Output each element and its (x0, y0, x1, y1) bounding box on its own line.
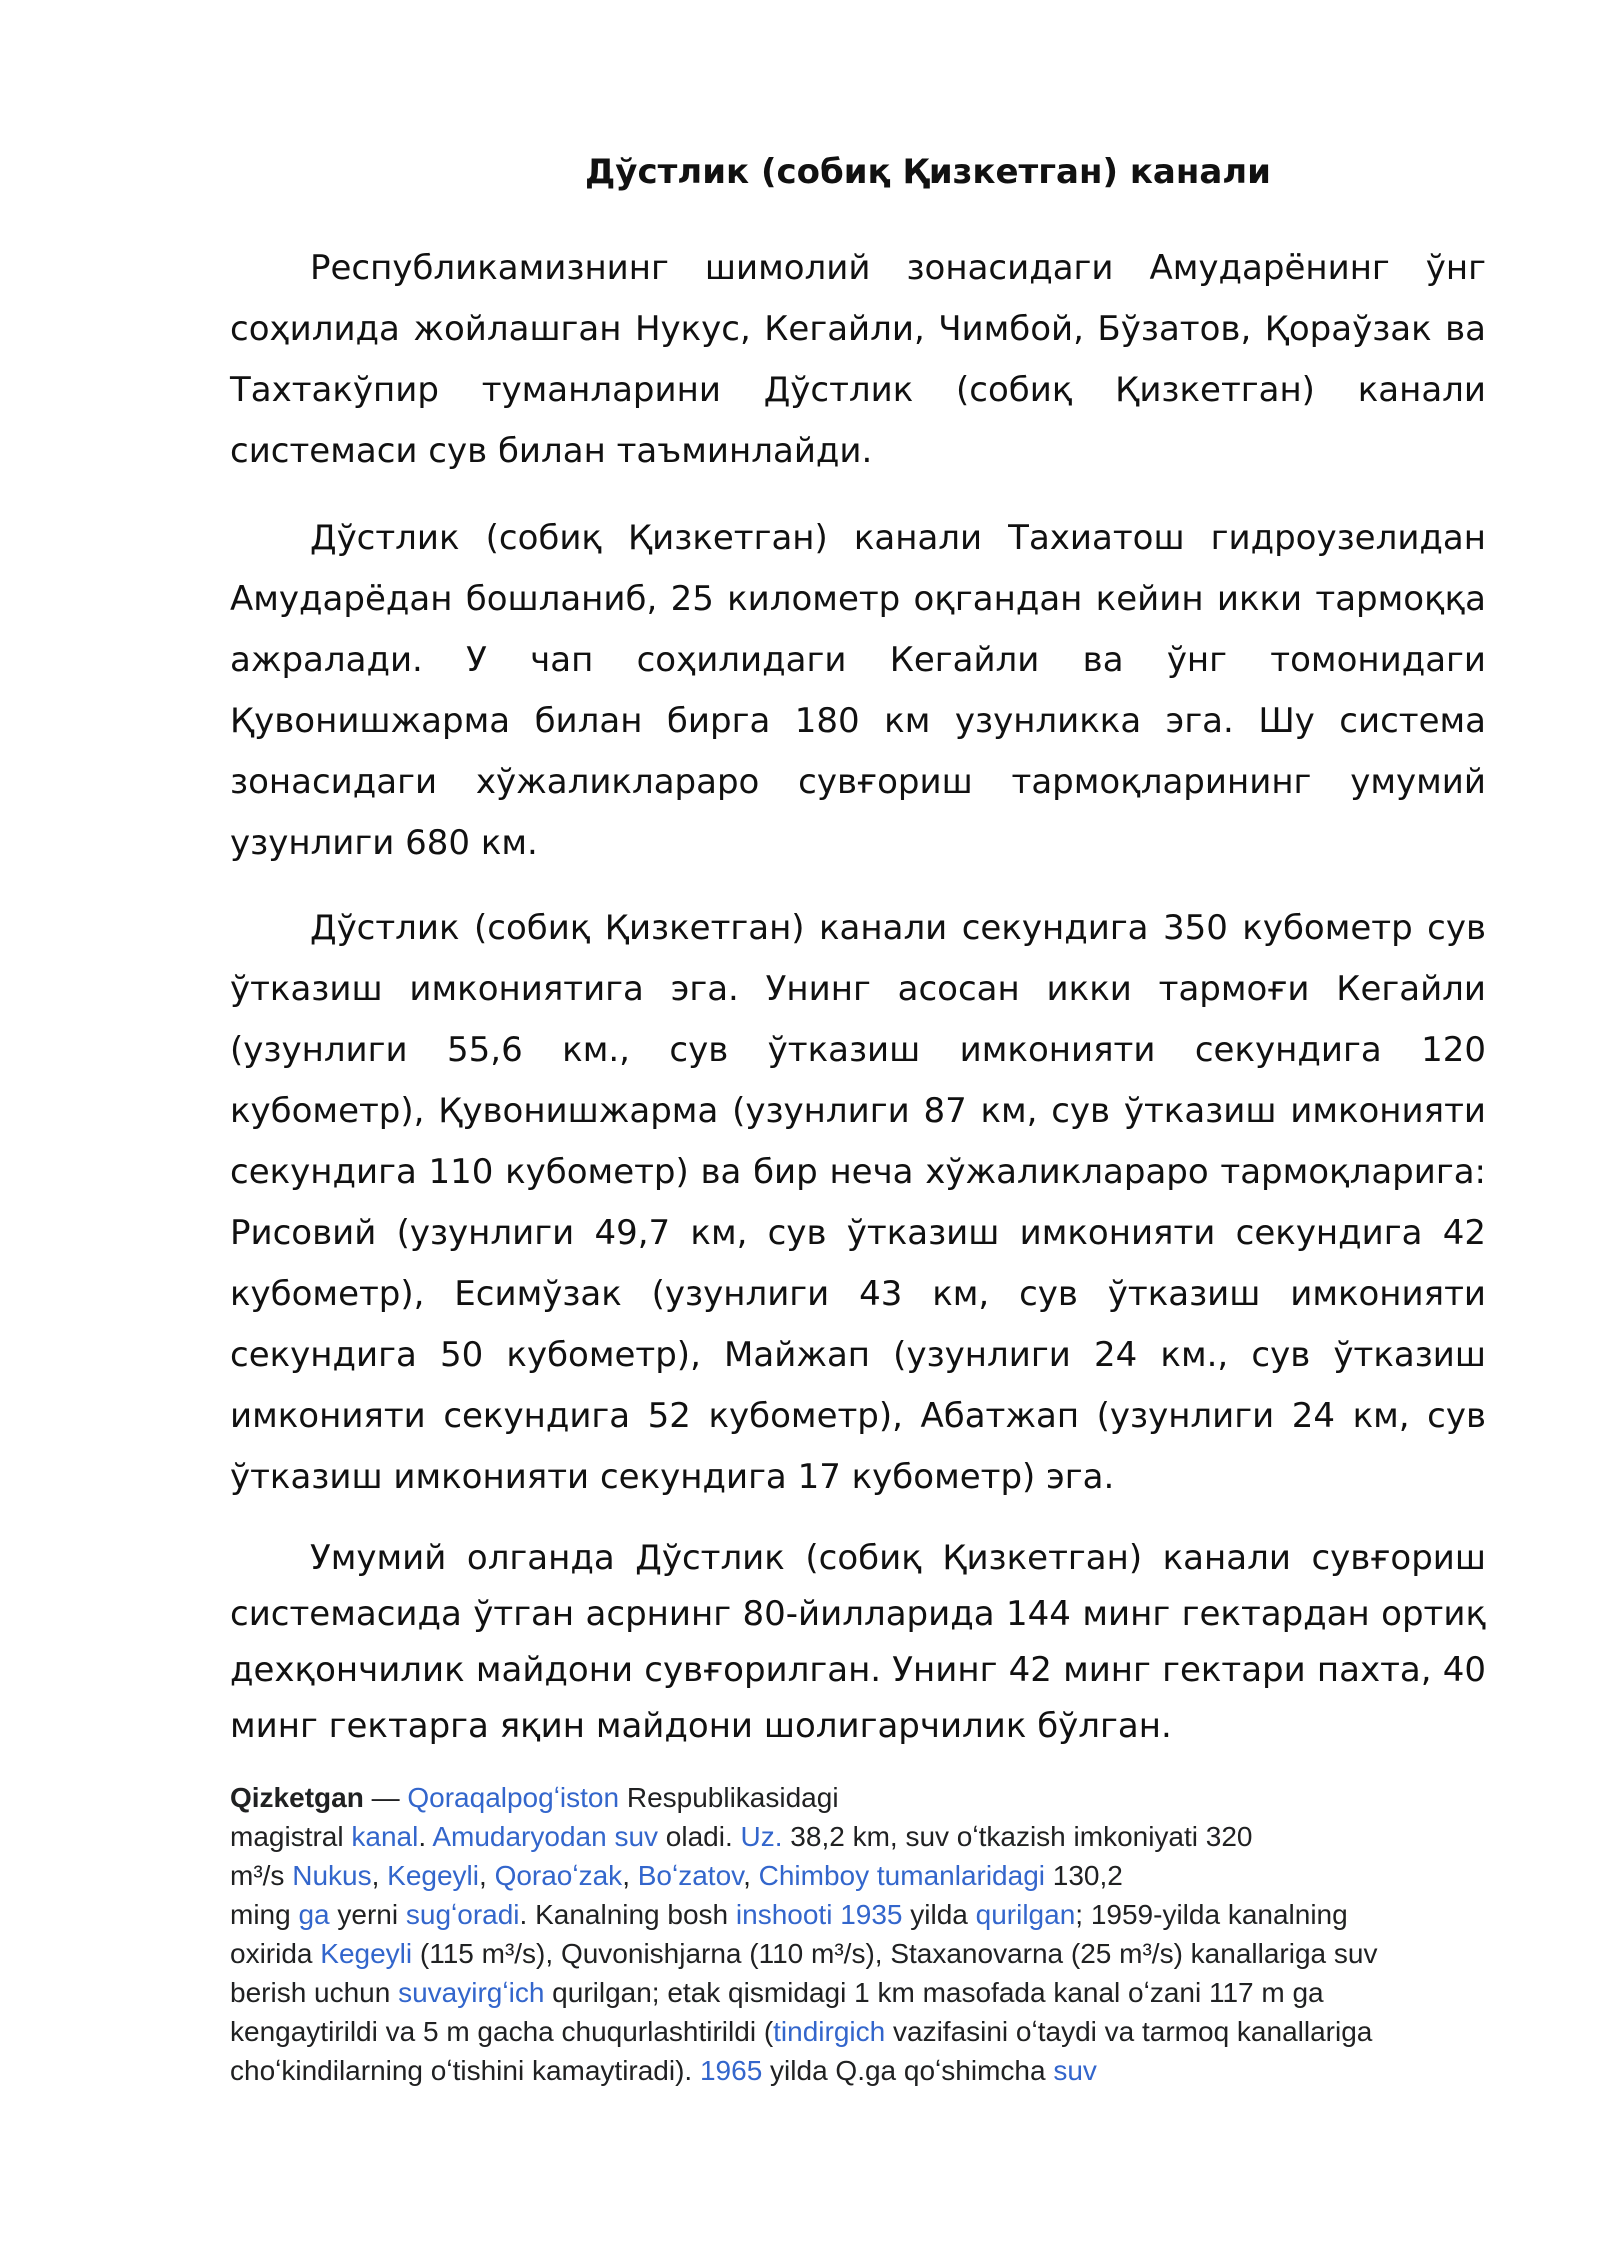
wiki-text: yilda Q.ga qoʻshimcha (762, 2055, 1054, 2086)
wiki-link[interactable]: qurilgan (975, 1899, 1076, 1930)
wiki-text: . Kanalning bosh (519, 1899, 736, 1930)
wiki-line (230, 2012, 1486, 2051)
wiki-link[interactable]: Chimboy tumanlaridagi (758, 1860, 1045, 1891)
wiki-link[interactable]: ga (298, 1899, 330, 1930)
paragraph-3: Дўстлик (собиқ Қизкетган) канали секундига 350 кубометр сув ўтказиш имкониятига эга. Унинг асосан икки тармоғи Кегайли (узунлиги 55,6 км., сув ўтказиш имконияти секундига 120 кубометр), Қувонишжарма (узунлиги 87 км, сув ўтказиш имконияти секундига 110 кубометр) ва бир неча хўжаликлараро тармоқларига: Рисовий (узунлиги 49,7 км, сув ўтказиш имконияти секундига 42 кубометр), Есимўзак (узунлиги 43 км, сув ўтказиш имконияти секундига 50 кубометр), Майжап (узунлиги 24 км., сув ўтказиш имконияти секундига 52 кубометр), Абатжап (узунлиги 24 км, сув ўтказиш имконияти секундига 17 кубометр) эга. (230, 908, 1486, 1497)
wiki-text: — (363, 1782, 408, 1813)
wiki-link[interactable]: inshooti 1935 (735, 1899, 903, 1930)
wiki-line (230, 2051, 1486, 2090)
wiki-text: ; 1959-yilda kanalning (1075, 1899, 1348, 1930)
wiki-text: m³/s (230, 1860, 293, 1891)
wiki-link[interactable]: suvayirgʻich (398, 1977, 545, 2008)
wiki-text: 130,2 (1045, 1860, 1123, 1891)
wiki-text: vazifasini oʻtaydi va tarmoq kanallariga (885, 2016, 1373, 2047)
wiki-excerpt (230, 1778, 1486, 2090)
wiki-link[interactable]: Uz. (740, 1821, 783, 1852)
wiki-link[interactable]: Nukus (292, 1860, 372, 1891)
wiki-link[interactable]: Kegeyli (387, 1860, 479, 1891)
document-title: Дўстлик (собиқ Қизкетган) канали (585, 152, 1271, 192)
wiki-link[interactable]: 1965 (699, 2055, 763, 2086)
wiki-text: , (371, 1860, 388, 1891)
wiki-line (230, 1934, 1486, 1973)
wiki-link[interactable]: kanal (351, 1821, 419, 1852)
wiki-text: oladi. (658, 1821, 741, 1852)
wiki-line (230, 1817, 1486, 1856)
wiki-text: . (418, 1821, 433, 1852)
wiki-text: yerni (329, 1899, 406, 1930)
wiki-text: qurilgan; etak qismidagi 1 km masofada kanal oʻzani 117 m ga (544, 1977, 1324, 2008)
wiki-text: (115 m³/s), Quvonishjarna (110 m³/s), Staxanovarna (25 m³/s) kanallariga suv (412, 1938, 1378, 1969)
wiki-text: Respublikasidagi (619, 1782, 839, 1813)
paragraph-1: Республикамизнинг шимолий зонасидаги Амударёнинг ўнг соҳилида жойлашган Нукус, Кегайли, Чимбой, Бўзатов, Қораўзак ва Тахтакўпир туманларини Дўстлик (собиқ Қизкетган) канали системаси сув билан таъминлайди. (230, 248, 1486, 471)
wiki-link[interactable]: tindirgich (773, 2016, 886, 2047)
wiki-link[interactable]: Qoraqalpogʻiston (407, 1782, 620, 1813)
paragraph-4: Умумий олганда Дўстлик (собиқ Қизкетган) канали сувғориш системасида ўтган асрнинг 80-йилларида 144 минг гектардан ортиқ дехқончилик майдони сувғорилган. Унинг 42 минг гектари пахта, 40 минг гектарга яқин майдони шолигарчилик бўлган. (230, 1538, 1486, 1746)
wiki-text: kengaytirildi va 5 m gacha chuqurlashtirildi ( (230, 2016, 774, 2047)
wiki-link[interactable]: suv (1053, 2055, 1097, 2086)
paragraph-2: Дўстлик (собиқ Қизкетган) канали Тахиатош гидроузелидан Амударёдан бошланиб, 25 километр оқгандан кейин икки тармоққа ажралади. У чап соҳилидаги Кегайли ва ўнг томонидаги Қувонишжарма билан бирга 180 км узунликка эга. Шу система зонасидаги хўжаликлараро сувғориш тармоқларининг умумий узунлиги 680 км. (230, 518, 1486, 863)
wiki-line (230, 1895, 1486, 1934)
wiki-text: , (622, 1860, 638, 1891)
wiki-link[interactable]: sugʻoradi (405, 1899, 520, 1930)
wiki-line (230, 1973, 1486, 2012)
wiki-text: berish uchun (230, 1977, 399, 2008)
wiki-text: , (479, 1860, 495, 1891)
wiki-text: ming (230, 1899, 299, 1930)
wiki-link[interactable]: Kegeyli (320, 1938, 413, 1969)
wiki-text: magistral (230, 1821, 352, 1852)
wiki-text: yilda (902, 1899, 976, 1930)
wiki-link[interactable]: Amudaryodan suv (432, 1821, 659, 1852)
wiki-line (230, 1778, 1486, 1817)
wiki-line (230, 1856, 1486, 1895)
wiki-term: Qizketgan (230, 1782, 364, 1813)
wiki-link[interactable]: Qoraoʻzak (494, 1860, 623, 1891)
wiki-text: choʻkindilarning oʻtishini kamaytiradi). (230, 2055, 700, 2086)
wiki-link[interactable]: Boʻzatov (637, 1860, 744, 1891)
wiki-text: 38,2 km, suv oʻtkazish imkoniyati 320 (782, 1821, 1253, 1852)
wiki-text: oxirida (230, 1938, 321, 1969)
wiki-text: , (743, 1860, 759, 1891)
